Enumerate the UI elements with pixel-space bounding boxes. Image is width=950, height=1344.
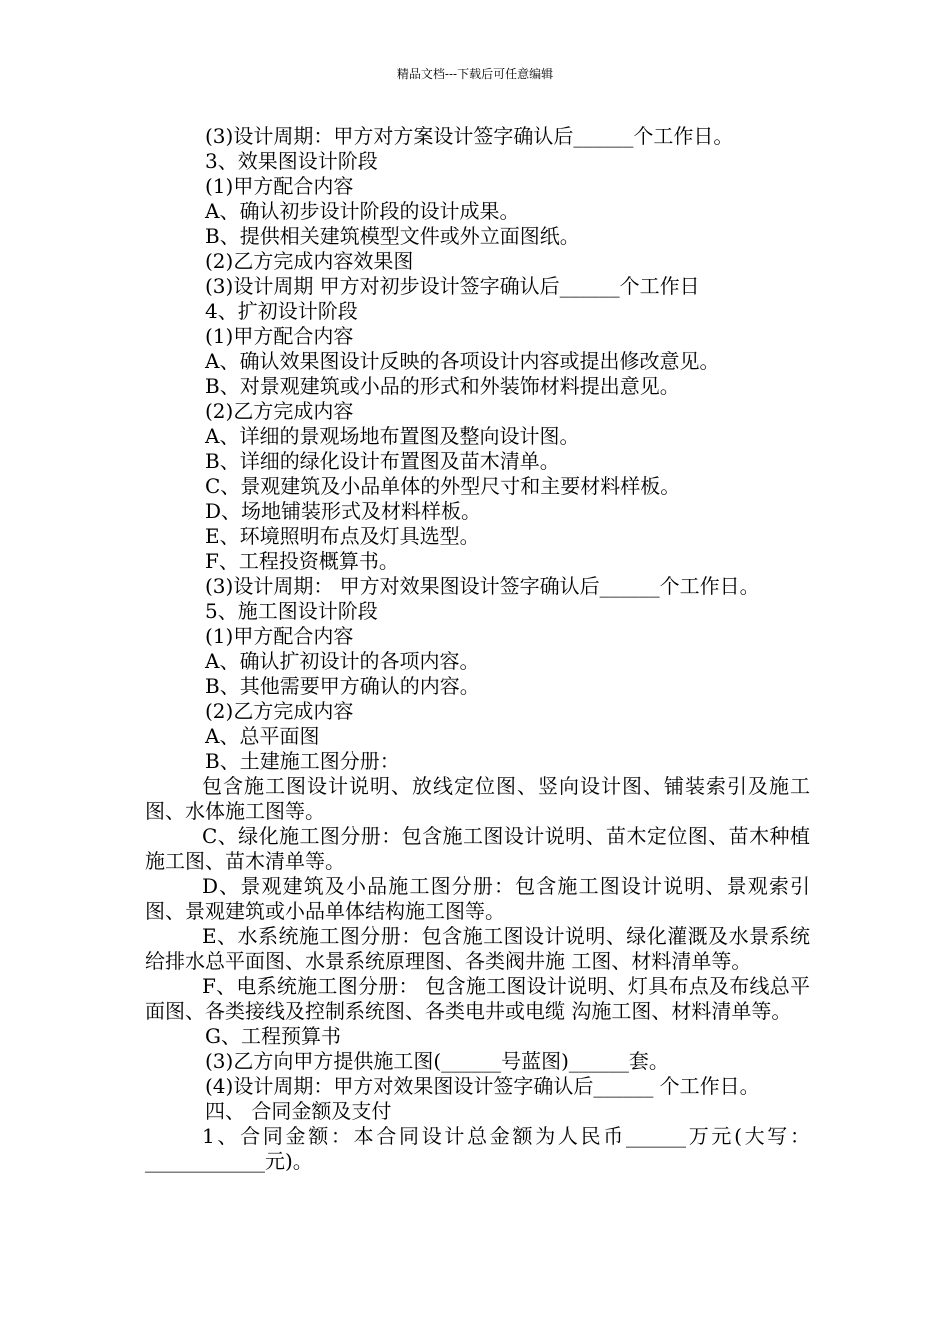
page-header: 精品文档---下载后可任意编辑 (396, 67, 554, 81)
text-line: (4)设计周期：甲方对效果图设计签字确认后______ 个工作日。 (205, 1074, 760, 1098)
paragraph: 包含施工图设计说明、放线定位图、竖向设计图、铺装索引及施工图、水体施工图等。 (145, 774, 810, 823)
text-line: A、总平面图 (205, 724, 320, 748)
text-line: (3)设计周期：甲方对方案设计签字确认后______个工作日。 (205, 124, 734, 148)
text-line: (3)设计周期 甲方对初步设计签字确认后______个工作日 (205, 274, 700, 298)
section-heading: 四、 合同金额及支付 (205, 1099, 392, 1123)
text-line: (1)甲方配合内容 (205, 624, 354, 648)
text-line: (1)甲方配合内容 (205, 174, 354, 198)
text-line: B、其他需要甲方确认的内容。 (205, 674, 480, 698)
text-line: D、场地铺装形式及材料样板。 (205, 499, 482, 523)
text-line: B、土建施工图分册： (205, 749, 400, 773)
section-heading: 3、效果图设计阶段 (205, 149, 378, 173)
text-line: B、详细的绿化设计布置图及苗木清单。 (205, 449, 560, 473)
section-heading: 5、施工图设计阶段 (205, 599, 378, 623)
text-line: A、确认效果图设计反映的各项设计内容或提出修改意见。 (205, 349, 720, 373)
text-line: C、景观建筑及小品单体的外型尺寸和主要材料样板。 (205, 474, 681, 498)
text-line: (2)乙方完成内容效果图 (205, 249, 414, 273)
paragraph: E、水系统施工图分册：包含施工图设计说明、绿化灌溉及水景系统给排水总平面图、水景系统原理图、各类阀井施 工图、材料清单等。 (145, 924, 810, 973)
text-line: (3)设计周期： 甲方对效果图设计签字确认后______个工作日。 (205, 574, 760, 598)
text-line: B、对景观建筑或小品的形式和外装饰材料提出意见。 (205, 374, 680, 398)
text-line: G、工程预算书 (205, 1024, 341, 1048)
text-line: A、确认初步设计阶段的设计成果。 (205, 199, 520, 223)
text-line: (3)乙方向甲方提供施工图(______号蓝图)______套。 (205, 1049, 669, 1073)
document-body (145, 124, 810, 1174)
section-heading: 4、扩初设计阶段 (205, 299, 358, 323)
text-line: (2)乙方完成内容 (205, 699, 354, 723)
paragraph: 1、合同金额：本合同设计总金额为人民币______万元(大写：____________元)。 (145, 1124, 810, 1173)
text-line: (2)乙方完成内容 (205, 399, 354, 423)
text-line: F、工程投资概算书。 (205, 549, 399, 573)
paragraph: F、电系统施工图分册： 包含施工图设计说明、灯具布点及布线总平面图、各类接线及控制系统图、各类电井或电缆 沟施工图、材料清单等。 (145, 974, 810, 1023)
paragraph: C、绿化施工图分册：包含施工图设计说明、苗木定位图、苗木种植施工图、苗木清单等。 (145, 824, 810, 873)
text-line: A、详细的景观场地布置图及整向设计图。 (205, 424, 580, 448)
text-line: E、环境照明布点及灯具选型。 (205, 524, 480, 548)
paragraph: D、景观建筑及小品施工图分册：包含施工图设计说明、景观索引图、景观建筑或小品单体结构施工图等。 (145, 874, 810, 923)
text-line: A、确认扩初设计的各项内容。 (205, 649, 480, 673)
text-line: (1)甲方配合内容 (205, 324, 354, 348)
text-line: B、提供相关建筑模型文件或外立面图纸。 (205, 224, 580, 248)
